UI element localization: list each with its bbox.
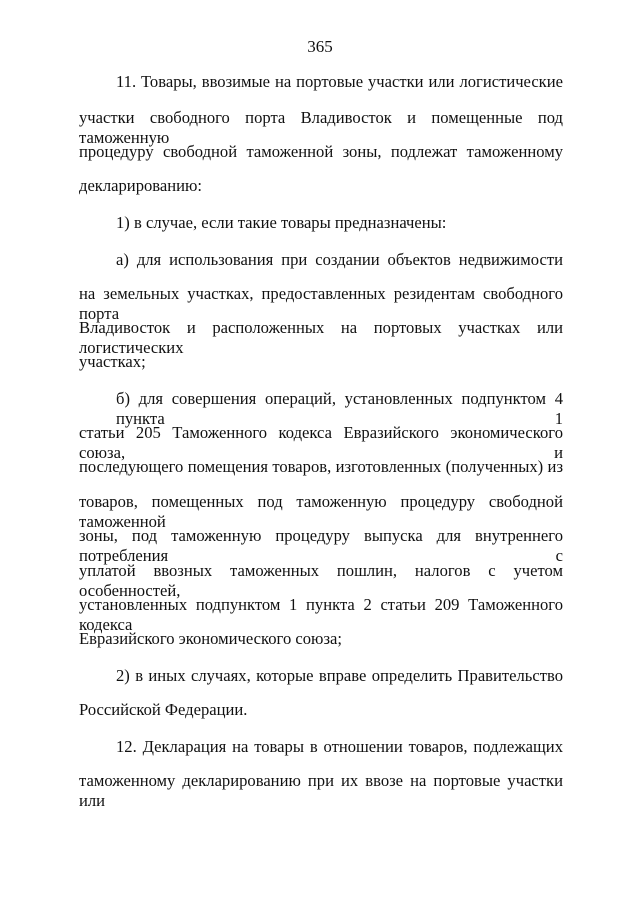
text-line: участки свободного порта Владивосток и помещенные под таможенную xyxy=(79,108,563,147)
text-line: на земельных участках, предоставленных резидентам свободного порта xyxy=(79,284,563,323)
text-line: 11. Товары, ввозимые на портовые участки или логистические xyxy=(116,72,563,91)
text-line: зоны, под таможенную процедуру выпуска для внутреннего потребления с xyxy=(79,526,563,565)
text-line: 2) в иных случаях, которые вправе определить Правительство xyxy=(116,666,563,685)
text-line: 1) в случае, если такие товары предназначены: xyxy=(116,213,447,232)
text-line: 12. Декларация на товары в отношении товаров, подлежащих xyxy=(116,737,563,756)
page-number: 365 xyxy=(307,37,333,56)
text-line: установленных подпунктом 1 пункта 2 статьи 209 Таможенного кодекса xyxy=(79,595,563,634)
text-line: а) для использования при создании объектов недвижимости xyxy=(116,250,563,269)
text-line: участках; xyxy=(79,352,146,371)
text-line: б) для совершения операций, установленных подпунктом 4 пункта 1 xyxy=(116,389,563,428)
text-line: Евразийского экономического союза; xyxy=(79,629,342,648)
text-line: Владивосток и расположенных на портовых участках или логистических xyxy=(79,318,563,357)
text-line: статьи 205 Таможенного кодекса Евразийского экономического союза, и xyxy=(79,423,563,462)
text-line: Российской Федерации. xyxy=(79,700,248,719)
text-line: декларированию: xyxy=(79,176,203,195)
text-line: уплатой ввозных таможенных пошлин, налогов с учетом особенностей, xyxy=(79,561,563,600)
text-line: товаров, помещенных под таможенную процедуру свободной таможенной xyxy=(79,492,563,531)
text-line: последующего помещения товаров, изготовленных (полученных) из xyxy=(79,457,563,476)
text-line: таможенному декларированию при их ввозе на портовые участки или xyxy=(79,771,563,810)
text-line: процедуру свободной таможенной зоны, подлежат таможенному xyxy=(79,142,563,161)
